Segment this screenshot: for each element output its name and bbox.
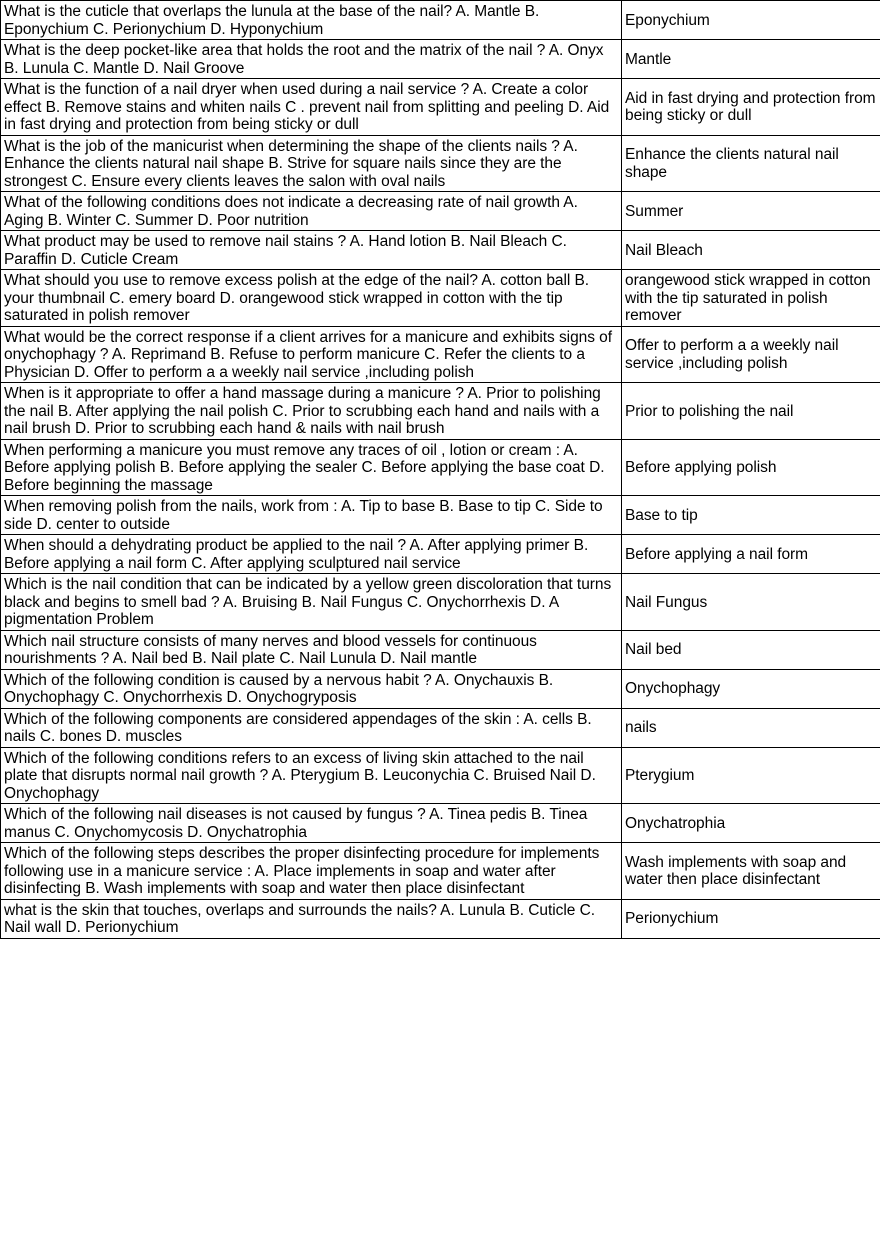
- answer-cell: Perionychium: [622, 899, 880, 938]
- question-cell: Which of the following steps describes the proper disinfecting procedure for implements following use in a manicure service : A. Place implements in soap and water after disinfecting B. Wash implements with soap and water then place disinfectant: [1, 843, 622, 900]
- question-cell: Which of the following conditions refers to an excess of living skin attached to the nail plate that disrupts normal nail growth ? A. Pterygium B. Leuconychia C. Bruised Nail D. Onychophagy: [1, 747, 622, 804]
- answer-cell: Nail Bleach: [622, 231, 880, 270]
- question-cell: What should you use to remove excess polish at the edge of the nail? A. cotton ball B. your thumbnail C. emery board D. orangewood stick wrapped in cotton with the tip saturated in polish remover: [1, 270, 622, 327]
- table-row: [1, 630, 880, 669]
- question-cell: What is the deep pocket-like area that holds the root and the matrix of the nail ? A. Onyx B. Lunula C. Mantle D. Nail Groove: [1, 40, 622, 79]
- table-row: [1, 708, 880, 747]
- question-cell: What is the job of the manicurist when determining the shape of the clients nails ? A. Enhance the clients natural nail shape B. Strive for square nails since they are the strongest C. Ensure every clients leaves the salon with oval nails: [1, 135, 622, 192]
- question-cell: what is the skin that touches, overlaps and surrounds the nails? A. Lunula B. Cuticle C. Nail wall D. Perionychium: [1, 899, 622, 938]
- table-row: [1, 192, 880, 231]
- table-row: [1, 535, 880, 574]
- question-cell: Which of the following nail diseases is not caused by fungus ? A. Tinea pedis B. Tinea manus C. Onychomycosis D. Onychatrophia: [1, 804, 622, 843]
- answer-cell: orangewood stick wrapped in cotton with the tip saturated in polish remover: [622, 270, 880, 327]
- question-cell: What product may be used to remove nail stains ? A. Hand lotion B. Nail Bleach C. Paraffin D. Cuticle Cream: [1, 231, 622, 270]
- question-cell: When removing polish from the nails, work from : A. Tip to base B. Base to tip C. Side to side D. center to outside: [1, 496, 622, 535]
- table-row: [1, 439, 880, 496]
- table-row: [1, 496, 880, 535]
- answer-cell: Nail bed: [622, 630, 880, 669]
- table-row: [1, 669, 880, 708]
- question-cell: What of the following conditions does not indicate a decreasing rate of nail growth A. Aging B. Winter C. Summer D. Poor nutrition: [1, 192, 622, 231]
- answer-cell: Onychatrophia: [622, 804, 880, 843]
- question-cell: Which of the following components are considered appendages of the skin : A. cells B. nails C. bones D. muscles: [1, 708, 622, 747]
- table-row: [1, 79, 880, 136]
- table-row: [1, 383, 880, 440]
- question-cell: Which of the following condition is caused by a nervous habit ? A. Onychauxis B. Onychophagy C. Onychorrhexis D. Onychogryposis: [1, 669, 622, 708]
- question-cell: What would be the correct response if a client arrives for a manicure and exhibits signs of onychophagy ? A. Reprimand B. Refuse to perform manicure C. Refer the clients to a Physician D. Offer to perform a a weekly nail service ,including polish: [1, 326, 622, 383]
- table-row: [1, 135, 880, 192]
- table-row: [1, 231, 880, 270]
- question-cell: What is the cuticle that overlaps the lunula at the base of the nail? A. Mantle B. Eponychium C. Perionychium D. Hyponychium: [1, 1, 622, 40]
- answer-cell: Nail Fungus: [622, 574, 880, 631]
- table-row: [1, 899, 880, 938]
- table-row: [1, 574, 880, 631]
- question-cell: When performing a manicure you must remove any traces of oil , lotion or cream : A. Before applying polish B. Before applying the sealer C. Before applying the base coat D. Before beginning the massage: [1, 439, 622, 496]
- table-row: [1, 1, 880, 40]
- table-row: [1, 747, 880, 804]
- answer-cell: Wash implements with soap and water then place disinfectant: [622, 843, 880, 900]
- answer-cell: Eponychium: [622, 1, 880, 40]
- table-row: [1, 326, 880, 383]
- answer-cell: Prior to polishing the nail: [622, 383, 880, 440]
- question-cell: What is the function of a nail dryer when used during a nail service ? A. Create a color effect B. Remove stains and whiten nails C . prevent nail from splitting and peeling D. Aid in fast drying and protection from being sticky or dull: [1, 79, 622, 136]
- answer-cell: Offer to perform a a weekly nail service ,including polish: [622, 326, 880, 383]
- answer-cell: Onychophagy: [622, 669, 880, 708]
- answer-cell: Before applying a nail form: [622, 535, 880, 574]
- answer-cell: nails: [622, 708, 880, 747]
- answer-cell: Pterygium: [622, 747, 880, 804]
- table-row: [1, 40, 880, 79]
- answer-cell: Summer: [622, 192, 880, 231]
- answer-cell: Before applying polish: [622, 439, 880, 496]
- question-cell: When is it appropriate to offer a hand massage during a manicure ? A. Prior to polishing the nail B. After applying the nail polish C. Prior to scrubbing each hand and nails with a nail brush D. Prior to scrubbing each hand & nails with nail brush: [1, 383, 622, 440]
- answer-cell: Enhance the clients natural nail shape: [622, 135, 880, 192]
- answer-cell: Aid in fast drying and protection from being sticky or dull: [622, 79, 880, 136]
- table-row: [1, 804, 880, 843]
- question-cell: Which is the nail condition that can be indicated by a yellow green discoloration that turns black and begins to smell bad ? A. Bruising B. Nail Fungus C. Onychorrhexis D. A pigmentation Problem: [1, 574, 622, 631]
- table-row: [1, 843, 880, 900]
- table-row: [1, 270, 880, 327]
- question-cell: Which nail structure consists of many nerves and blood vessels for continuous nourishments ? A. Nail bed B. Nail plate C. Nail Lunula D. Nail mantle: [1, 630, 622, 669]
- question-cell: When should a dehydrating product be applied to the nail ? A. After applying primer B. Before applying a nail form C. After applying sculptured nail service: [1, 535, 622, 574]
- answer-cell: Base to tip: [622, 496, 880, 535]
- answer-cell: Mantle: [622, 40, 880, 79]
